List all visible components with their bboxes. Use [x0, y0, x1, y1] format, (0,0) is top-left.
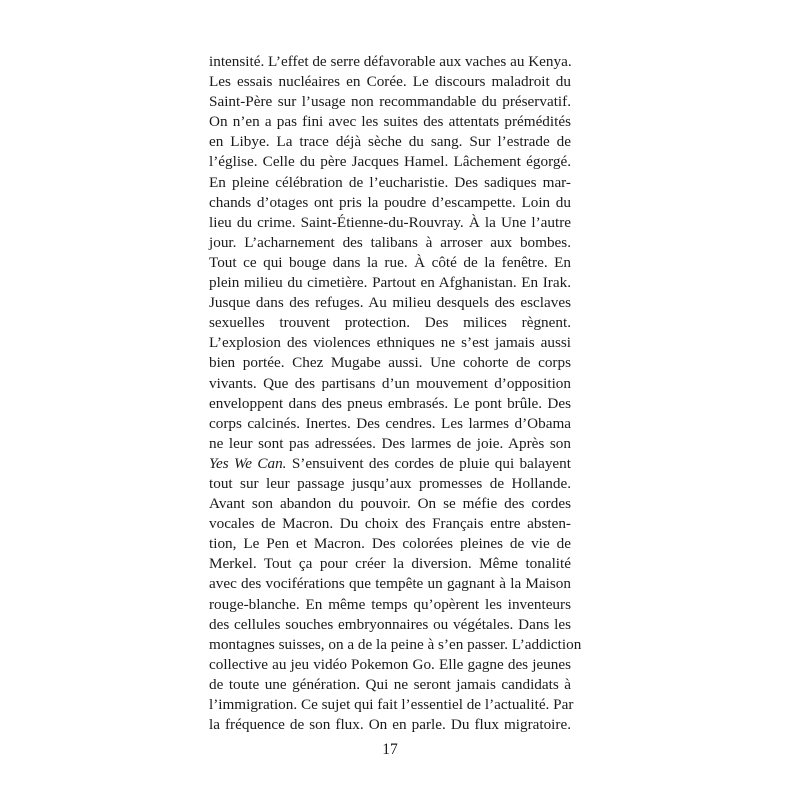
text-line: en Libye. La trace déjà sèche du sang. Sur l’estrade de	[209, 133, 571, 151]
text-line: Merkel. Tout ça pour créer la diversion. Même tonalité	[209, 555, 571, 573]
text-line: Saint-Père sur l’usage non recommandable du préservatif.	[209, 93, 571, 111]
text-line-with-italic	[209, 454, 571, 474]
text-line: la fréquence de son flux. On en parle. Du flux migratoire.	[209, 716, 571, 734]
text-line: de toute une génération. Qui ne seront jamais candidats à	[209, 675, 571, 693]
text-line: jour. L’acharnement des talibans à arroser aux bombes.	[209, 233, 571, 251]
text-line: montagnes suisses, on a de la peine à s’en passer. L’addiction	[209, 635, 582, 653]
text-line: enveloppent dans des pneus embrasés. Le pont brûle. Des	[209, 394, 571, 412]
text-line: tout sur leur passage jusqu’aux promesses de Hollande.	[209, 474, 571, 492]
text-line: sexuelles trouvent protection. Des milices règnent.	[209, 314, 571, 332]
text-line: En pleine célébration de l’eucharistie. Des sadiques mar-	[209, 173, 571, 191]
text-line: L’explosion des violences ethniques ne s’est jamais aussi	[209, 334, 571, 352]
text-line: bien portée. Chez Mugabe aussi. Une cohorte de corps	[209, 354, 571, 372]
text-line: Tout ce qui bouge dans la rue. À côté de la fenêtre. En	[209, 253, 571, 271]
text-line: intensité. L’effet de serre défavorable aux vaches au Kenya.	[209, 53, 572, 70]
body-text	[209, 52, 582, 735]
text-line: rouge-blanche. En même temps qu’opèrent les inventeurs	[209, 595, 571, 613]
text-line: Avant son abandon du pouvoir. On se méfie des cordes	[209, 495, 571, 513]
text-line: On n’en a pas fini avec les suites des attentats prémédités	[209, 113, 571, 131]
italic-phrase: Yes We Can.	[209, 454, 287, 472]
text-line: corps calcinés. Inertes. Des cendres. Les larmes d’Obama	[209, 414, 571, 432]
text-line-rest: S’ensuivent des cordes de pluie qui balayent	[291, 454, 571, 472]
text-line: avec des vociférations que tempête un gagnant à la Maison	[209, 575, 571, 593]
text-line: Jusque dans des refuges. Au milieu desquels des esclaves	[209, 294, 571, 312]
text-line: collective au jeu vidéo Pokemon Go. Elle gagne des jeunes	[209, 655, 571, 673]
text-line: tion, Le Pen et Macron. Des colorées pleines de vie de	[209, 535, 571, 553]
text-line: des cellules souches embryonnaires ou végétales. Dans les	[209, 615, 571, 633]
text-line: l’église. Celle du père Jacques Hamel. Lâchement égorgé.	[209, 153, 571, 171]
text-line: vivants. Que des partisans d’un mouvement d’opposition	[209, 374, 571, 392]
page-number: 17	[382, 741, 398, 758]
text-line: Les essais nucléaires en Corée. Le discours maladroit du	[209, 73, 571, 91]
text-line: chands d’otages ont pris la poudre d’escampette. Loin du	[209, 193, 571, 211]
text-line: lieu du crime. Saint-Étienne-du-Rouvray. À la Une l’autre	[209, 213, 571, 231]
text-line: plein milieu du cimetière. Partout en Afghanistan. En Irak.	[209, 274, 571, 292]
text-line: l’immigration. Ce sujet qui fait l’essentiel de l’actualité. Par	[209, 696, 574, 713]
text-line: vocales de Macron. Du choix des Français entre absten-	[209, 515, 571, 533]
text-line: ne leur sont pas adressées. Des larmes de joie. Après son	[209, 434, 571, 452]
